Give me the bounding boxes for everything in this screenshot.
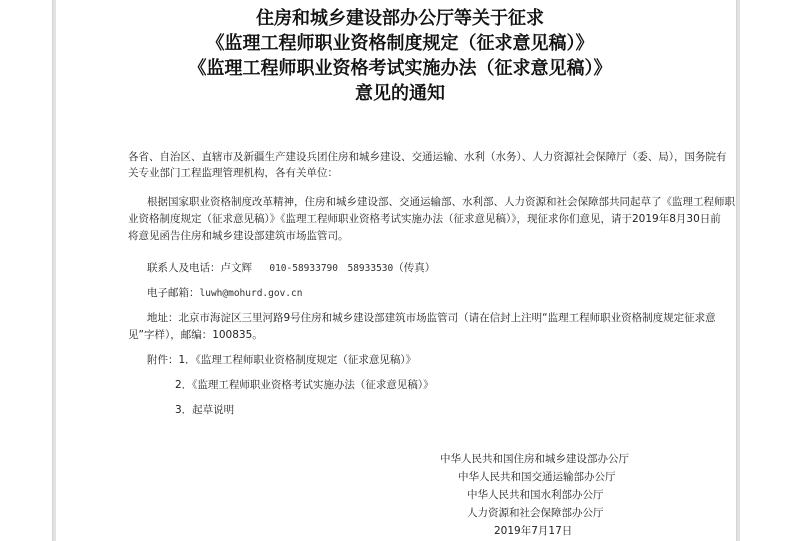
- body-line-1: 根据国家职业资格制度改革精神，住房和城乡建设部、交通运输部、水利部、人力资源和社会保障部共同起草了《监理工程师职: [147, 196, 735, 208]
- salutation-line-1: 各省、自治区、直辖市及新疆生产建设兵团住房和城乡建设、交通运输、水利（水务）、人力资源社会保障厅（委、局），国务院有: [128, 151, 727, 163]
- attachment-item-1: 1．《监理工程师职业资格制度规定（征求意见稿）》: [178, 354, 417, 366]
- signature-housing-ministry: 中华人民共和国住房和城乡建设部办公厅: [440, 453, 629, 465]
- address-line-2: 见”字样），邮编：100835。: [128, 329, 263, 341]
- salutation-line-2: 关专业部门工程监理管理机构，各有关单位：: [128, 167, 338, 179]
- document-date: 2019年7月17日: [494, 525, 573, 537]
- document-title: [0, 6, 800, 106]
- attachment-item-3: 3．起草说明: [175, 404, 235, 416]
- title-line-4: 意见的通知: [355, 83, 445, 104]
- email-line: [147, 285, 302, 302]
- title-line-1: 住房和城乡建设部办公厅等关于征求: [256, 8, 544, 29]
- email-label: 电子邮箱：: [147, 287, 200, 299]
- signature-hr-ministry: 人力资源和社会保障部办公厅: [467, 507, 604, 519]
- email-value: luwh@mohurd.gov.cn: [199, 288, 303, 299]
- attachments-line-1: [147, 352, 416, 369]
- title-line-2: 《监理工程师职业资格制度规定（征求意见稿）》: [206, 33, 594, 54]
- attachments-label: 附件：: [147, 354, 179, 366]
- contact-phone: 010-58933790 58933530: [269, 263, 394, 274]
- body-line-2: 业资格制度规定（征求意见稿）》《监理工程师职业资格考试实施办法（征求意见稿）》，现征求你们意见，请于2019年8月30日前: [128, 213, 721, 225]
- contact-line: [147, 260, 435, 277]
- signature-water-ministry: 中华人民共和国水利部办公厅: [467, 489, 604, 501]
- contact-label: 联系人及电话：卢文辉: [147, 262, 252, 274]
- attachment-item-2: 2．《监理工程师职业资格考试实施办法（征求意见稿）》: [175, 379, 434, 391]
- title-line-3: 《监理工程师职业资格考试实施办法（征求意见稿）》: [188, 58, 612, 79]
- signature-transport-ministry: 中华人民共和国交通运输部办公厅: [458, 471, 616, 483]
- contact-fax-suffix: （传真）: [393, 262, 436, 274]
- address-line-1: 地址：北京市海淀区三里河路9号住房和城乡建设部建筑市场监管司（请在信封上注明“监理工程师职业资格制度规定征求意: [147, 312, 716, 324]
- body-line-3: 将意见函告住房和城乡建设部建筑市场监管司。: [128, 230, 349, 242]
